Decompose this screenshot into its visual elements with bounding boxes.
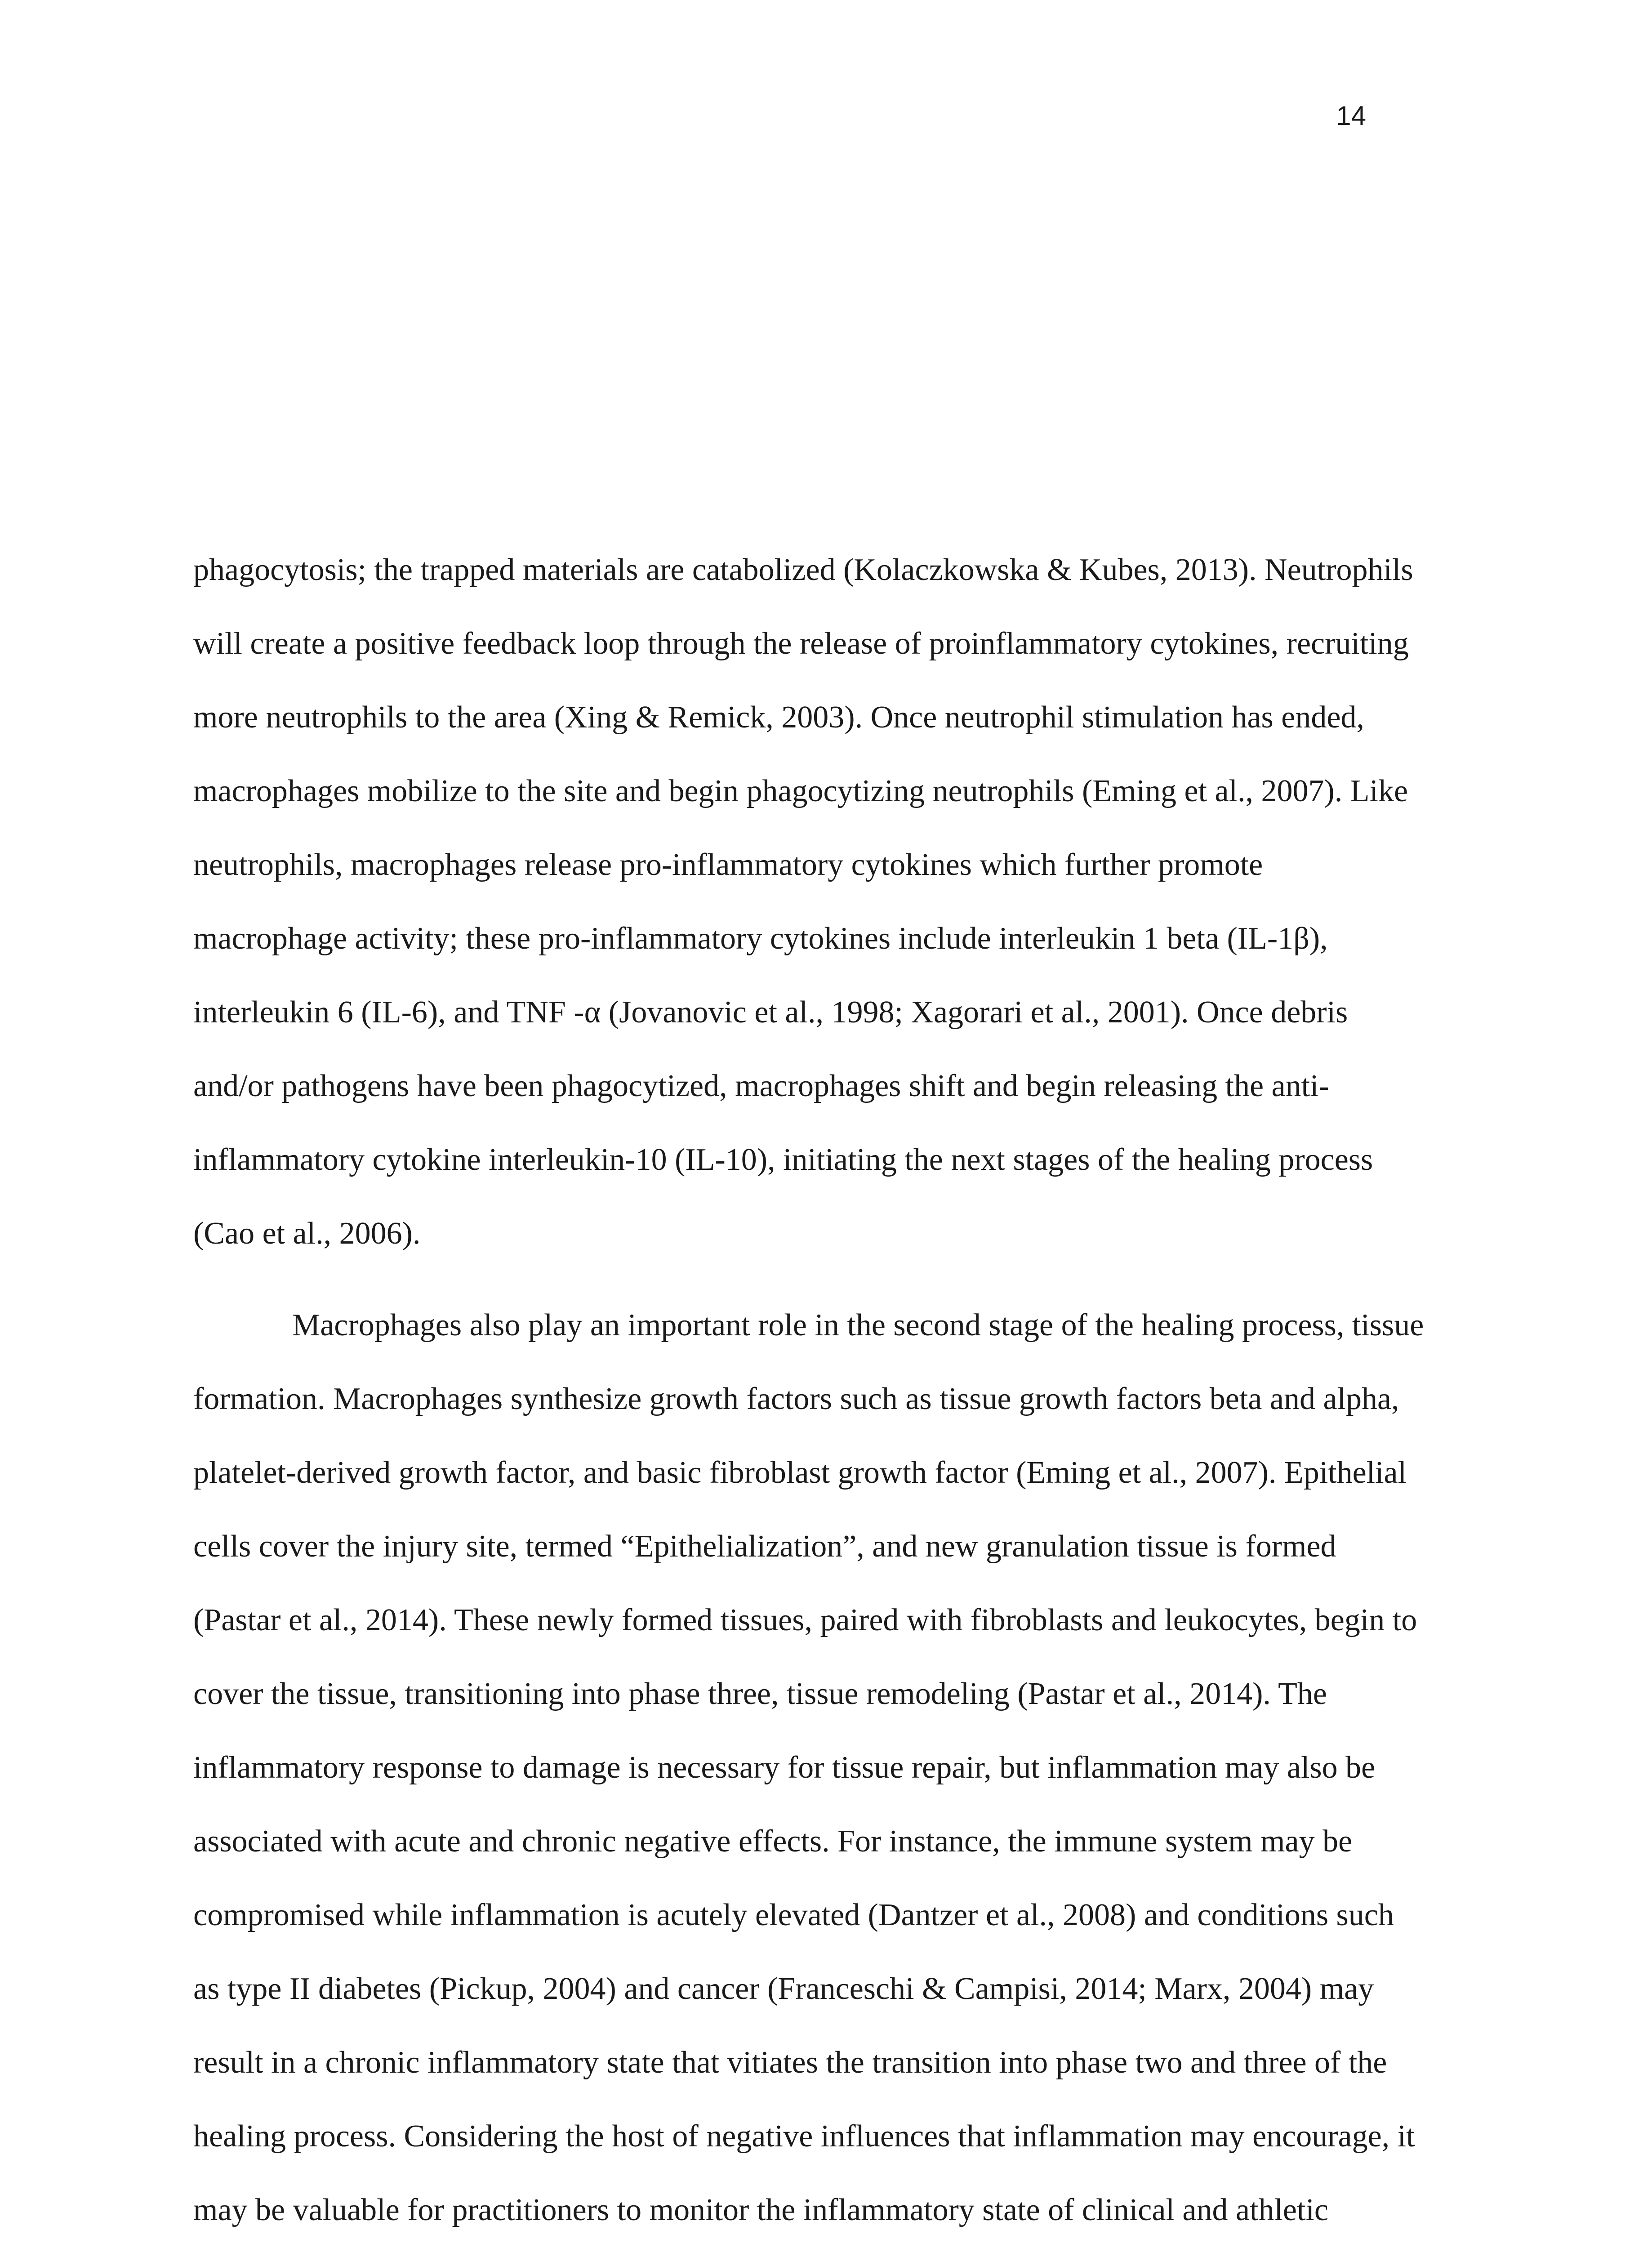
paragraph-1 [193,552,1461,1289]
text-line: as type II diabetes (Pickup, 2004) and cancer (Franceschi & Campisi, 2014; Marx, 2004) may [193,1971,1374,2006]
text-line: cells cover the injury site, termed “Epithelialization”, and new granulation tissue is formed [193,1529,1336,1564]
text-line: phagocytosis; the trapped materials are catabolized (Kolaczkowska & Kubes, 2013). Neutrophils [193,553,1413,587]
page-number: 14 [1336,101,1366,131]
text-line: healing process. Considering the host of negative influences that inflammation may encourage, it [193,2119,1415,2154]
text-line: formation. Macrophages synthesize growth factors such as tissue growth factors beta and alpha, [193,1382,1399,1416]
text-line: compromised while inflammation is acutely elevated (Dantzer et al., 2008) and conditions such [193,1898,1394,1932]
text-line: (Cao et al., 2006). [193,1216,421,1251]
text-line: neutrophils, macrophages release pro-inflammatory cytokines which further promote [193,847,1263,882]
text-line: will create a positive feedback loop through the release of proinflammatory cytokines, recruiting [193,626,1409,661]
text-line-indented: Macrophages also play an important role in the second stage of the healing process, tissue [292,1308,1424,1343]
text-line: macrophages mobilize to the site and begin phagocytizing neutrophils (Eming et al., 2007). Like [193,774,1408,808]
text-line: macrophage activity; these pro-inflammatory cytokines include interleukin 1 beta (IL-1β), [193,921,1328,956]
text-line: more neutrophils to the area (Xing & Remick, 2003). Once neutrophil stimulation has ended, [193,700,1364,735]
text-line: inflammatory response to damage is necessary for tissue repair, but inflammation may also be [193,1750,1376,1785]
text-line: inflammatory cytokine interleukin-10 (IL-10), initiating the next stages of the healing process [193,1142,1373,1177]
paragraph-spacer [193,1289,1461,1307]
text-line: result in a chronic inflammatory state that vitiates the transition into phase two and three of the [193,2045,1387,2080]
body-text [193,552,1461,2248]
text-line: cover the tissue, transitioning into phase three, tissue remodeling (Pastar et al., 2014). The [193,1677,1327,1711]
text-line: associated with acute and chronic negative effects. For instance, the immune system may be [193,1824,1353,1859]
text-line: and/or pathogens have been phagocytized, macrophages shift and begin releasing the anti- [193,1069,1329,1103]
text-line: interleukin 6 (IL-6), and TNF -α (Jovanovic et al., 1998; Xagorari et al., 2001). Once debris [193,995,1348,1030]
text-line: may be valuable for practitioners to monitor the inflammatory state of clinical and athletic [193,2193,1328,2227]
paragraph-2 [193,1307,1461,2248]
text-line: (Pastar et al., 2014). These newly formed tissues, paired with fibroblasts and leukocytes, begin to [193,1603,1417,1637]
text-line: platelet-derived growth factor, and basic fibroblast growth factor (Eming et al., 2007). Epithelial [193,1455,1407,1490]
